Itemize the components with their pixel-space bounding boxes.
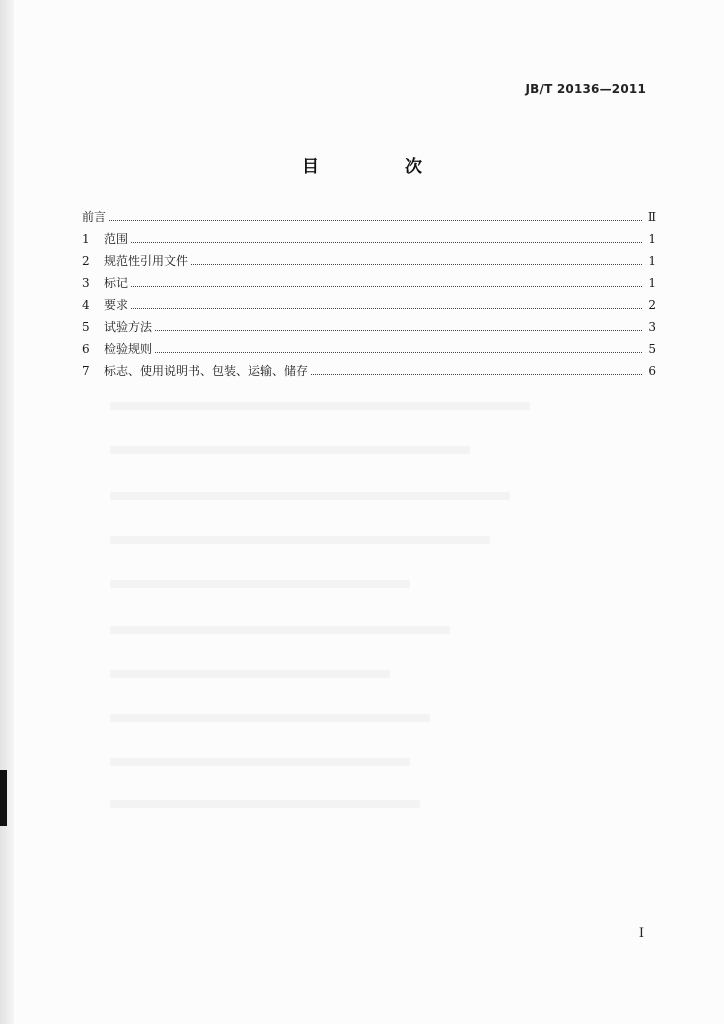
- toc-entry-number: 1: [82, 232, 90, 246]
- document-code: JB/T 20136—2011: [525, 82, 646, 96]
- show-through: [110, 800, 420, 808]
- toc-dot-leader: [131, 285, 642, 287]
- toc-entry-page: 1: [648, 232, 656, 246]
- toc-entry-page: 5: [648, 342, 656, 356]
- toc-entry-page: 1: [648, 276, 656, 290]
- toc-entry-page: 1: [648, 254, 656, 268]
- show-through: [110, 626, 450, 634]
- toc-dot-leader: [155, 351, 642, 353]
- show-through: [110, 402, 530, 410]
- show-through: [110, 670, 390, 678]
- toc-list: [82, 206, 656, 382]
- toc-dot-leader: [131, 307, 642, 309]
- toc-dot-leader: [191, 263, 642, 265]
- toc-dot-leader: [155, 329, 642, 331]
- show-through: [110, 580, 410, 588]
- toc-entry-page: 3: [648, 320, 656, 334]
- show-through: [110, 446, 470, 454]
- toc-entry-number: 7: [82, 364, 90, 378]
- toc-entry-label: 范围: [104, 232, 129, 246]
- toc-entry-label: 要求: [104, 298, 129, 312]
- toc-entry-label: 试验方法: [104, 320, 153, 334]
- toc-entry-requirements[interactable]: [82, 294, 656, 316]
- show-through: [110, 536, 490, 544]
- toc-entry-marking[interactable]: [82, 272, 656, 294]
- toc-entry-number: 4: [82, 298, 90, 312]
- toc-entry-number: 5: [82, 320, 90, 334]
- toc-entry-number: 3: [82, 276, 90, 290]
- toc-entry-label: 检验规则: [104, 342, 153, 356]
- toc-entry-page: 2: [648, 298, 656, 312]
- toc-dot-leader: [109, 219, 642, 221]
- toc-dot-leader: [131, 241, 642, 243]
- toc-entry-number: 6: [82, 342, 90, 356]
- binding-mark: [0, 770, 7, 826]
- toc-entry-test-methods[interactable]: [82, 316, 656, 338]
- toc-entry-page: Ⅱ: [647, 210, 656, 224]
- toc-entry-page: 6: [648, 364, 656, 378]
- toc-title: 目 次: [302, 157, 462, 177]
- toc-entry-normative-references[interactable]: [82, 250, 656, 272]
- toc-dot-leader: [311, 373, 642, 375]
- toc-entry-foreword[interactable]: [82, 206, 656, 228]
- toc-entry-inspection-rules[interactable]: [82, 338, 656, 360]
- toc-entry-label: 规范性引用文件: [104, 254, 189, 268]
- toc-entry-scope[interactable]: [82, 228, 656, 250]
- page-number: I: [638, 926, 644, 941]
- show-through: [110, 758, 410, 766]
- show-through: [110, 492, 510, 500]
- toc-entry-number: 2: [82, 254, 90, 268]
- show-through: [110, 714, 430, 722]
- toc-entry-marking-packaging-storage[interactable]: [82, 360, 656, 382]
- toc-entry-label: 标志、使用说明书、包装、运输、储存: [104, 364, 309, 378]
- toc-entry-label: 标记: [104, 276, 129, 290]
- toc-entry-label: 前言: [82, 210, 107, 224]
